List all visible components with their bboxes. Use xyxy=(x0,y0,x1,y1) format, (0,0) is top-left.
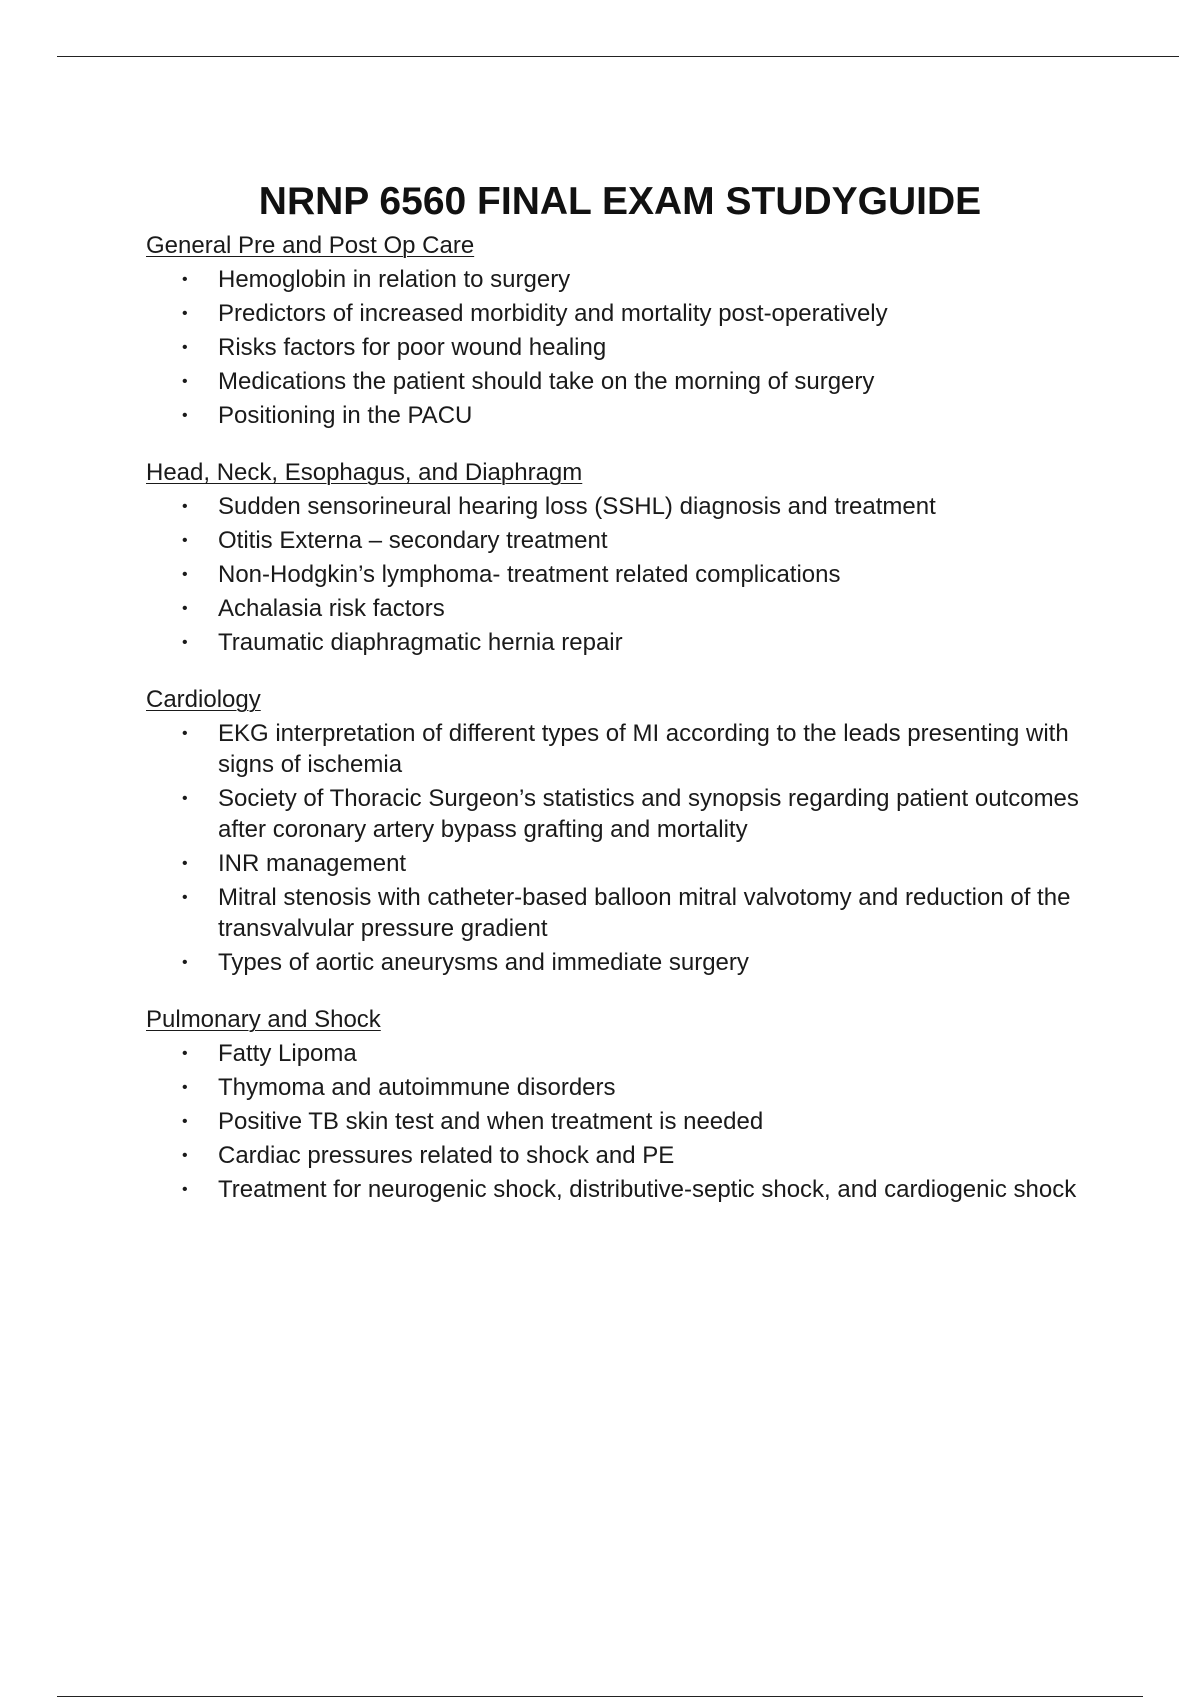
section-pulmonary-and-shock xyxy=(146,1004,1106,1205)
list-item xyxy=(146,298,1106,329)
list-item-text: Positioning in the PACU xyxy=(218,402,473,429)
section-head-neck-esophagus-diaphragm xyxy=(146,457,1106,658)
list-item-text: Society of Thoracic Surgeon’s statistics and synopsis regarding patient outcomes after coronary artery bypass grafting and mortality xyxy=(218,785,1079,843)
bullet-icon: • xyxy=(182,532,188,549)
list-item xyxy=(146,1174,1106,1205)
bullet-icon: • xyxy=(182,498,188,515)
topic-list xyxy=(146,491,1106,658)
list-item-text: Medications the patient should take on the morning of surgery xyxy=(218,368,875,395)
list-item-text: Positive TB skin test and when treatment is needed xyxy=(218,1108,764,1135)
section-heading: General Pre and Post Op Care xyxy=(146,232,475,259)
list-item-text: Achalasia risk factors xyxy=(218,595,445,622)
list-item-text: INR management xyxy=(218,850,407,877)
bullet-icon: • xyxy=(182,1045,188,1062)
bullet-icon: • xyxy=(182,373,188,390)
topic-list xyxy=(146,264,1106,431)
section-cardiology xyxy=(146,684,1106,978)
list-item xyxy=(146,559,1106,590)
bullet-icon: • xyxy=(182,1147,188,1164)
list-item-text: Thymoma and autoimmune disorders xyxy=(218,1074,616,1101)
list-item xyxy=(146,848,1106,879)
list-item xyxy=(146,1038,1106,1069)
list-item xyxy=(146,1140,1106,1171)
page-title: NRNP 6560 FINAL EXAM STUDYGUIDE xyxy=(258,180,982,224)
bullet-icon: • xyxy=(182,725,188,742)
list-item xyxy=(146,783,1106,845)
list-item-text: Treatment for neurogenic shock, distributive-septic shock, and cardiogenic shock xyxy=(218,1176,1077,1203)
section-general-pre-post-op xyxy=(146,230,1106,431)
list-item-text: Fatty Lipoma xyxy=(218,1040,357,1067)
list-item-text: Sudden sensorineural hearing loss (SSHL) diagnosis and treatment xyxy=(218,493,936,520)
topic-list xyxy=(146,718,1106,978)
list-item xyxy=(146,1072,1106,1103)
list-item xyxy=(146,264,1106,295)
bullet-icon: • xyxy=(182,600,188,617)
list-item xyxy=(146,400,1106,431)
list-item xyxy=(146,627,1106,658)
bullet-icon: • xyxy=(182,271,188,288)
bullet-icon: • xyxy=(182,1079,188,1096)
list-item xyxy=(146,593,1106,624)
bullet-icon: • xyxy=(182,305,188,322)
bullet-icon: • xyxy=(182,889,188,906)
list-item-text: Risks factors for poor wound healing xyxy=(218,334,607,361)
bullet-icon: • xyxy=(182,1113,188,1130)
list-item xyxy=(146,366,1106,397)
study-guide-content xyxy=(146,230,1106,1231)
list-item xyxy=(146,947,1106,978)
section-heading: Head, Neck, Esophagus, and Diaphragm xyxy=(146,459,583,486)
list-item-text: EKG interpretation of different types of MI according to the leads presenting with signs of ischemia xyxy=(218,720,1069,778)
list-item xyxy=(146,491,1106,522)
list-item-text: Otitis Externa – secondary treatment xyxy=(218,527,608,554)
bullet-icon: • xyxy=(182,634,188,651)
list-item xyxy=(146,718,1106,780)
bullet-icon: • xyxy=(182,339,188,356)
list-item xyxy=(146,525,1106,556)
bullet-icon: • xyxy=(182,407,188,424)
bottom-divider xyxy=(57,1696,1143,1697)
list-item-text: Mitral stenosis with catheter-based balloon mitral valvotomy and reduction of the transvalvular pressure gradient xyxy=(218,884,1071,942)
list-item-text: Cardiac pressures related to shock and PE xyxy=(218,1142,675,1169)
list-item-text: Non-Hodgkin’s lymphoma- treatment related complications xyxy=(218,561,841,588)
list-item-text: Predictors of increased morbidity and mortality post-operatively xyxy=(218,300,888,327)
bullet-icon: • xyxy=(182,790,188,807)
list-item-text: Traumatic diaphragmatic hernia repair xyxy=(218,629,623,656)
bullet-icon: • xyxy=(182,954,188,971)
list-item xyxy=(146,1106,1106,1137)
topic-list xyxy=(146,1038,1106,1205)
section-heading: Pulmonary and Shock xyxy=(146,1006,381,1033)
list-item-text: Types of aortic aneurysms and immediate surgery xyxy=(218,949,749,976)
bullet-icon: • xyxy=(182,566,188,583)
list-item xyxy=(146,882,1106,944)
list-item-text: Hemoglobin in relation to surgery xyxy=(218,266,571,293)
section-heading: Cardiology xyxy=(146,686,261,713)
top-divider xyxy=(57,56,1179,57)
bullet-icon: • xyxy=(182,855,188,872)
bullet-icon: • xyxy=(182,1181,188,1198)
list-item xyxy=(146,332,1106,363)
